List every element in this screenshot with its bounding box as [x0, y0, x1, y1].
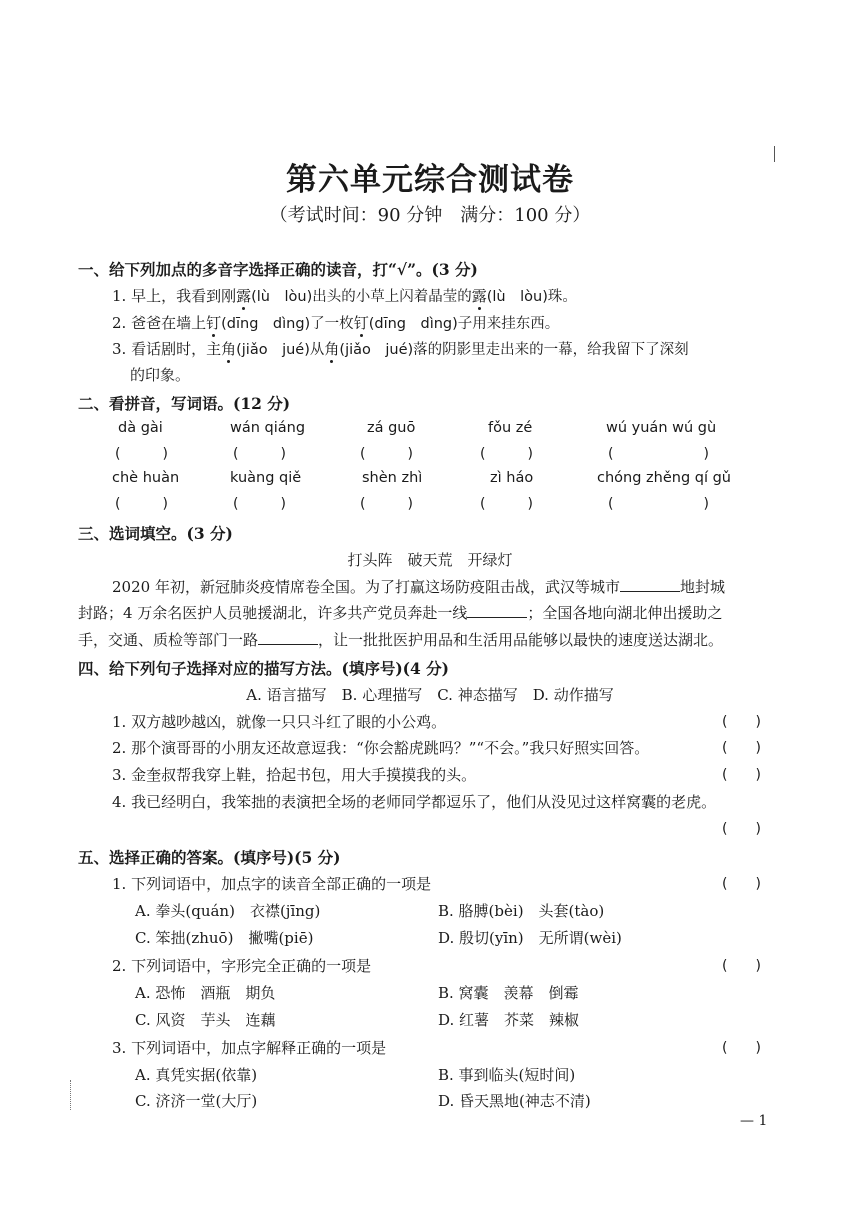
fill-blank-1[interactable] [620, 577, 680, 592]
exam-info: （考试时间：90 分钟 满分：100 分） [269, 205, 591, 226]
passage-line-3: 手，交通、质检等部门一路 ，让一批批医护用品和生活用品能够以最快的速度送达湖北。 [78, 631, 724, 649]
answer-box[interactable]: ( ) [722, 767, 761, 783]
answer-box[interactable]: ( ) [722, 958, 761, 974]
s1-item-3-cont: 的印象。 [130, 366, 191, 384]
option-d[interactable]: D. 殷切(yīn) 无所谓(wèi) [438, 929, 622, 947]
answer-blank[interactable]: ( ) [480, 446, 533, 462]
pinyin: zì háo [490, 470, 534, 486]
pinyin: kuàng qiě [230, 470, 302, 486]
answer-blank[interactable]: ( ) [608, 496, 721, 512]
section-5-heading: 五、选择正确的答案。(填序号)(5 分) [78, 848, 341, 867]
option-a[interactable]: A. 恐怖 酒瓶 期负 [135, 984, 276, 1002]
section-3-heading: 三、选词填空。(3 分) [78, 524, 233, 543]
answer-box[interactable]: ( ) [722, 1040, 761, 1056]
s1-item-1: 1. 早上，我看到刚露(lù lòu)出头的小草上闪着晶莹的露(lù lòu)珠。 [112, 287, 577, 305]
answer-blank[interactable]: ( ) [360, 446, 413, 462]
page-title: 第六单元综合测试卷 [286, 162, 574, 198]
answer-box[interactable]: ( ) [722, 714, 761, 730]
option-d[interactable]: D. 昏天黑地(神志不清) [438, 1092, 591, 1110]
fill-blank-3[interactable] [258, 630, 318, 645]
fill-blank-2[interactable] [467, 603, 527, 618]
word-bank: 打头阵 破天荒 开绿灯 [347, 551, 513, 569]
answer-box[interactable]: ( ) [722, 821, 761, 837]
pinyin: wú yuán wú gù [606, 420, 717, 436]
s4-item-1: 1. 双方越吵越凶，就像一只只斗红了眼的小公鸡。 [112, 713, 447, 731]
answer-blank[interactable]: ( ) [360, 496, 413, 512]
answer-box[interactable]: ( ) [722, 876, 761, 892]
option-b[interactable]: B. 事到临头(短时间) [438, 1066, 576, 1084]
answer-blank[interactable]: ( ) [115, 496, 168, 512]
q3-stem: 3. 下列词语中，加点字解释正确的一项是 [112, 1039, 387, 1057]
method-options: A. 语言描写 B. 心理描写 C. 神态描写 D. 动作描写 [246, 686, 614, 704]
q2-stem: 2. 下列词语中，字形完全正确的一项是 [112, 957, 372, 975]
s1-item-2: 2. 爸爸在墙上钉(dīng dìng)了一枚钉(dīng dìng)子用来挂东西。 [112, 314, 560, 332]
page-number: — 1 [740, 1113, 768, 1129]
answer-blank[interactable]: ( ) [233, 446, 286, 462]
option-c[interactable]: C. 济济一堂(大厅) [135, 1092, 258, 1110]
pinyin: fǒu zé [488, 420, 533, 436]
pinyin: chè huàn [112, 470, 180, 486]
answer-blank[interactable]: ( ) [608, 446, 721, 462]
pinyin: chóng zhěng qí gǔ [597, 470, 731, 486]
answer-blank[interactable]: ( ) [233, 496, 286, 512]
option-d[interactable]: D. 红薯 芥菜 辣椒 [438, 1011, 580, 1029]
pinyin: zá guō [367, 420, 416, 436]
option-c[interactable]: C. 笨拙(zhuō) 撇嘴(piē) [135, 929, 314, 947]
passage-line-1: 2020 年初，新冠肺炎疫情席卷全国。为了打赢这场防疫阻击战，武汉等城市 地封城 [112, 578, 725, 596]
option-c[interactable]: C. 风资 芋头 连藕 [135, 1011, 276, 1029]
s4-item-2: 2. 那个演哥哥的小朋友还故意逗我：“你会豁虎跳吗？”“不会。”我只好照实回答。 [112, 739, 650, 757]
pinyin: shèn zhì [362, 470, 423, 486]
section-1-heading: 一、给下列加点的多音字选择正确的读音，打“√”。(3 分) [78, 260, 478, 279]
binding-margin-dots [70, 1080, 72, 1110]
option-a[interactable]: A. 真凭实据(依靠) [135, 1066, 258, 1084]
s4-item-3: 3. 金奎叔帮我穿上鞋，拾起书包，用大手摸摸我的头。 [112, 766, 477, 784]
option-b[interactable]: B. 胳膊(bèi) 头套(tào) [438, 902, 605, 920]
answer-blank[interactable]: ( ) [115, 446, 168, 462]
option-b[interactable]: B. 窝囊 羡幕 倒霉 [438, 984, 579, 1002]
q1-stem: 1. 下列词语中，加点字的读音全部正确的一项是 [112, 875, 432, 893]
pinyin: wán qiáng [230, 420, 306, 436]
section-4-heading: 四、给下列句子选择对应的描写方法。(填序号)(4 分) [78, 659, 450, 678]
section-2-heading: 二、看拼音，写词语。(12 分) [78, 394, 291, 413]
pinyin: dà gài [118, 420, 163, 436]
passage-line-2: 封路；4 万余名医护人员驰援湖北，许多共产党员奔赴一线 ；全国各地向湖北伸出援助之 [78, 604, 723, 622]
option-a[interactable]: A. 拳头(quán) 衣襟(jīng) [135, 902, 321, 920]
s4-item-4: 4. 我已经明白，我笨拙的表演把全场的老师同学都逗乐了，他们从没见过这样窝囊的老虎。 [112, 793, 717, 811]
answer-box[interactable]: ( ) [722, 740, 761, 756]
s1-item-3: 3. 看话剧时，主角(jiǎo jué)从角(jiǎo jué)落的阴影里走出来的一幕，给我留下了深刻 [112, 340, 689, 358]
answer-blank[interactable]: ( ) [480, 496, 533, 512]
